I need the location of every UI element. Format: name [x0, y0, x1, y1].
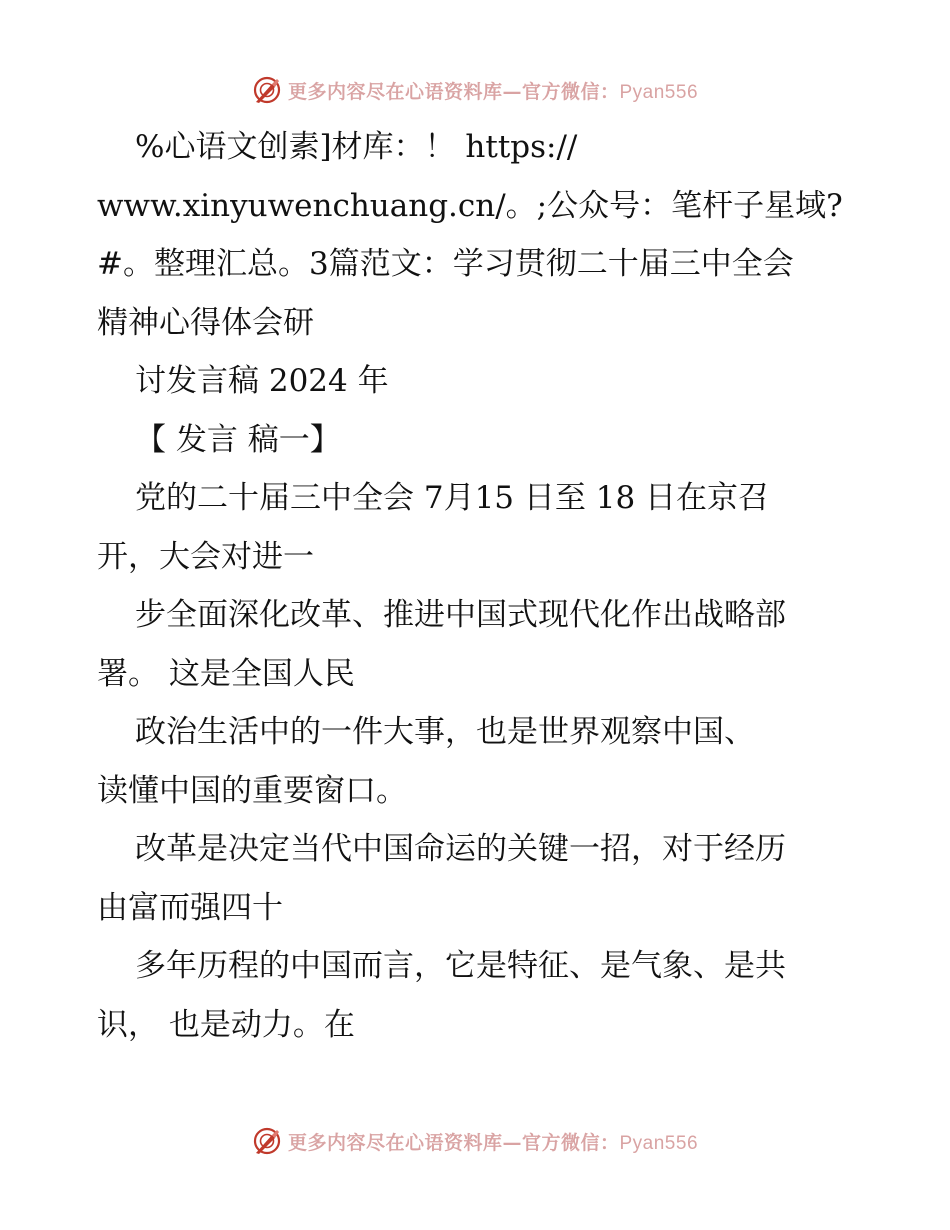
header-wechat-id: Pyan556 [619, 81, 699, 103]
body-line: 多年历程的中国而言，它是特征、是气象、是共 [135, 948, 786, 984]
header-banner-text: 更多内容尽在心语资料库—官方微信：Pyan556 [287, 80, 699, 103]
body-line: 政治生活中的一件大事，也是世界观察中国、 [135, 714, 755, 750]
header-banner [0, 70, 950, 110]
body-line: 步全面深化改革、推进中国式现代化作出战略部 [135, 597, 786, 633]
body-line: 署。 这是全国人民 [97, 655, 355, 692]
pen-logo-icon [252, 75, 282, 105]
body-line: 改革是决定当代中国命运的关键一招，对于经历 [135, 831, 786, 867]
footer-wechat-id: Pyan556 [619, 1132, 699, 1154]
body-line: #。整理汇总。3篇范文：学习贯彻二十届三中全会 [97, 246, 794, 282]
body-line: 党的二十届三中全会 7月15 日至 18 日在京召 [135, 480, 770, 516]
body-line: %心语文创素]材库：！ https:// [135, 129, 578, 165]
pen-logo-icon [252, 1126, 282, 1156]
section-heading: 【 发言 稿一】 [135, 421, 341, 458]
footer-banner-text: 更多内容尽在心语资料库—官方微信：Pyan556 [287, 1131, 699, 1154]
body-line: 由富而强四十 [97, 889, 283, 926]
body-line: 识， 也是动力。在 [97, 1006, 355, 1043]
footer-banner [0, 1121, 950, 1161]
body-line: 开，大会对进一 [97, 538, 314, 575]
body-line: www.xinyuwenchuang.cn/。;公众号：笔杆子星域? [97, 187, 843, 224]
document-body [97, 118, 857, 1054]
body-line: 读懂中国的重要窗口。 [97, 772, 407, 809]
body-line: 精神心得体会研 [97, 304, 314, 341]
body-line: 讨发言稿 2024 年 [135, 363, 389, 399]
